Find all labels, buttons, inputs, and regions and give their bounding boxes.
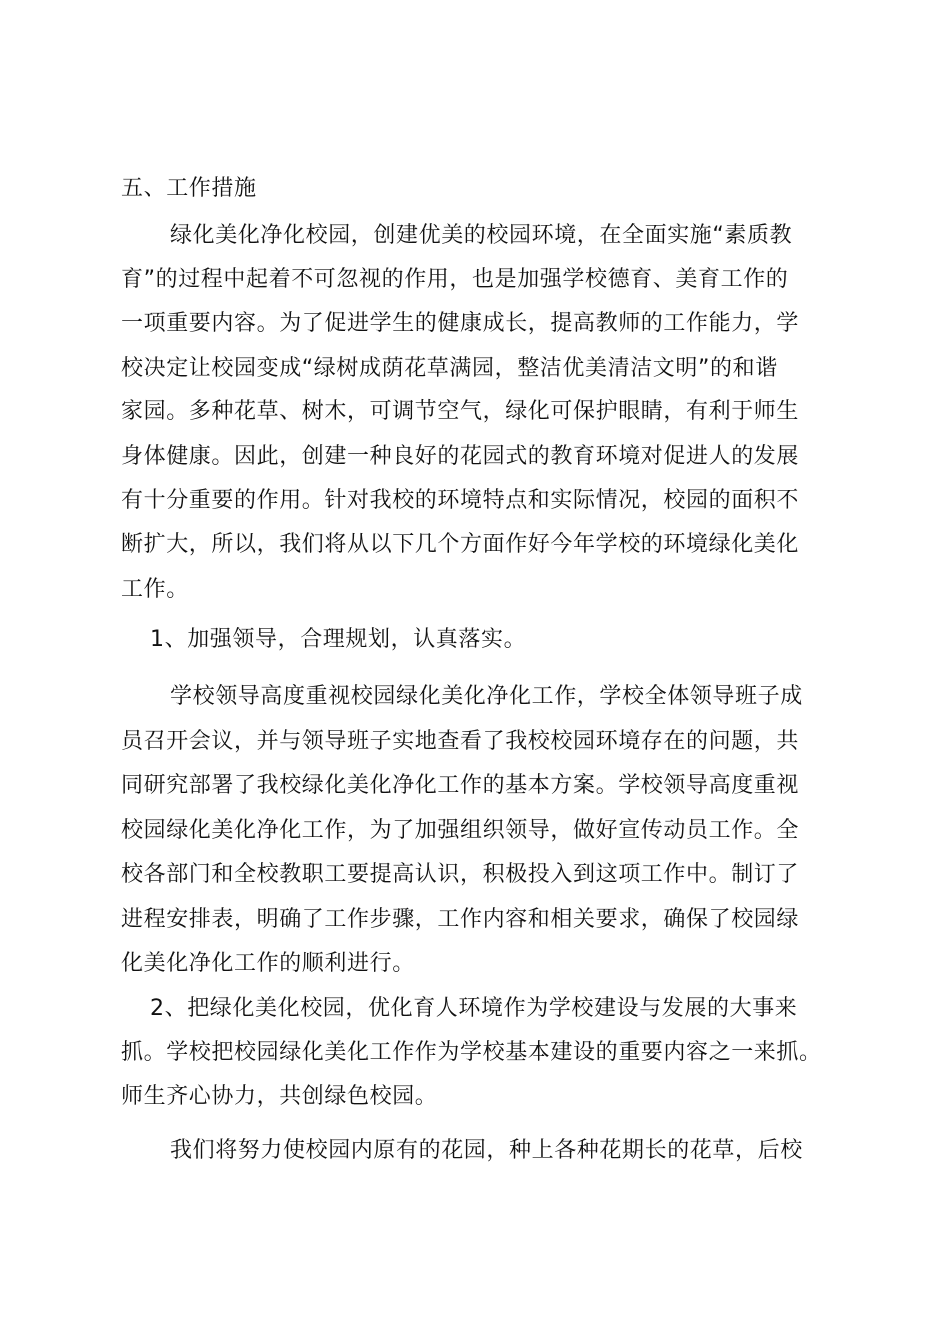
paragraph1-line: 校决定让校园变成“绿树成荫花草满园，整洁优美清洁文明”的和谐 [121,356,778,381]
paragraph2-line: 学校领导高度重视校园绿化美化净化工作，学校全体领导班子成 [170,684,803,709]
paragraph1-line: 断扩大，所以，我们将从以下几个方面作好今年学校的环境绿化美化 [121,532,800,557]
paragraph1-line: 一项重要内容。为了促进学生的健康成长，提高教师的工作能力，学 [121,311,800,336]
item1-title: 1、加强领导，合理规划，认真落实。 [150,627,527,652]
paragraph1-line: 家园。多种花草、树木，可调节空气，绿化可保护眼睛，有利于师生 [121,399,800,424]
paragraph2-line: 员召开会议，并与领导班子实地查看了我校校园环境存在的问题，共 [121,729,800,754]
paragraph3-line: 我们将努力使校园内原有的花园，种上各种花期长的花草，后校 [170,1138,803,1163]
paragraph2-line: 同研究部署了我校绿化美化净化工作的基本方案。学校领导高度重视 [121,773,800,798]
paragraph1-line: 身体健康。因此，创建一种良好的花园式的教育环境对促进人的发展 [121,444,800,469]
item2-line: 2、把绿化美化校园，优化育人环境作为学校建设与发展的大事来 [150,996,798,1021]
item2-line: 师生齐心协力，共创绿色校园。 [121,1084,438,1109]
paragraph2-line: 化美化净化工作的顺利进行。 [121,951,415,976]
paragraph2-line: 进程安排表，明确了工作步骤，工作内容和相关要求，确保了校园绿 [121,907,800,932]
paragraph2-line: 校园绿化美化净化工作，为了加强组织领导，做好宣传动员工作。全 [121,818,800,843]
paragraph1-line: 有十分重要的作用。针对我校的环境特点和实际情况，校园的面积不 [121,488,800,513]
paragraph1-line: 育”的过程中起着不可忽视的作用，也是加强学校德育、美育工作的 [121,267,789,292]
paragraph1-line: 绿化美化净化校园，创建优美的校园环境，在全面实施“素质教 [170,223,793,248]
paragraph2-line: 校各部门和全校教职工要提高认识，积极投入到这项工作中。制订了 [121,862,800,887]
item2-line: 抓。学校把校园绿化美化工作作为学校基本建设的重要内容之一来抓。 [121,1040,822,1065]
paragraph1-line: 工作。 [121,577,189,602]
section-heading: 五、工作措施 [121,176,257,201]
